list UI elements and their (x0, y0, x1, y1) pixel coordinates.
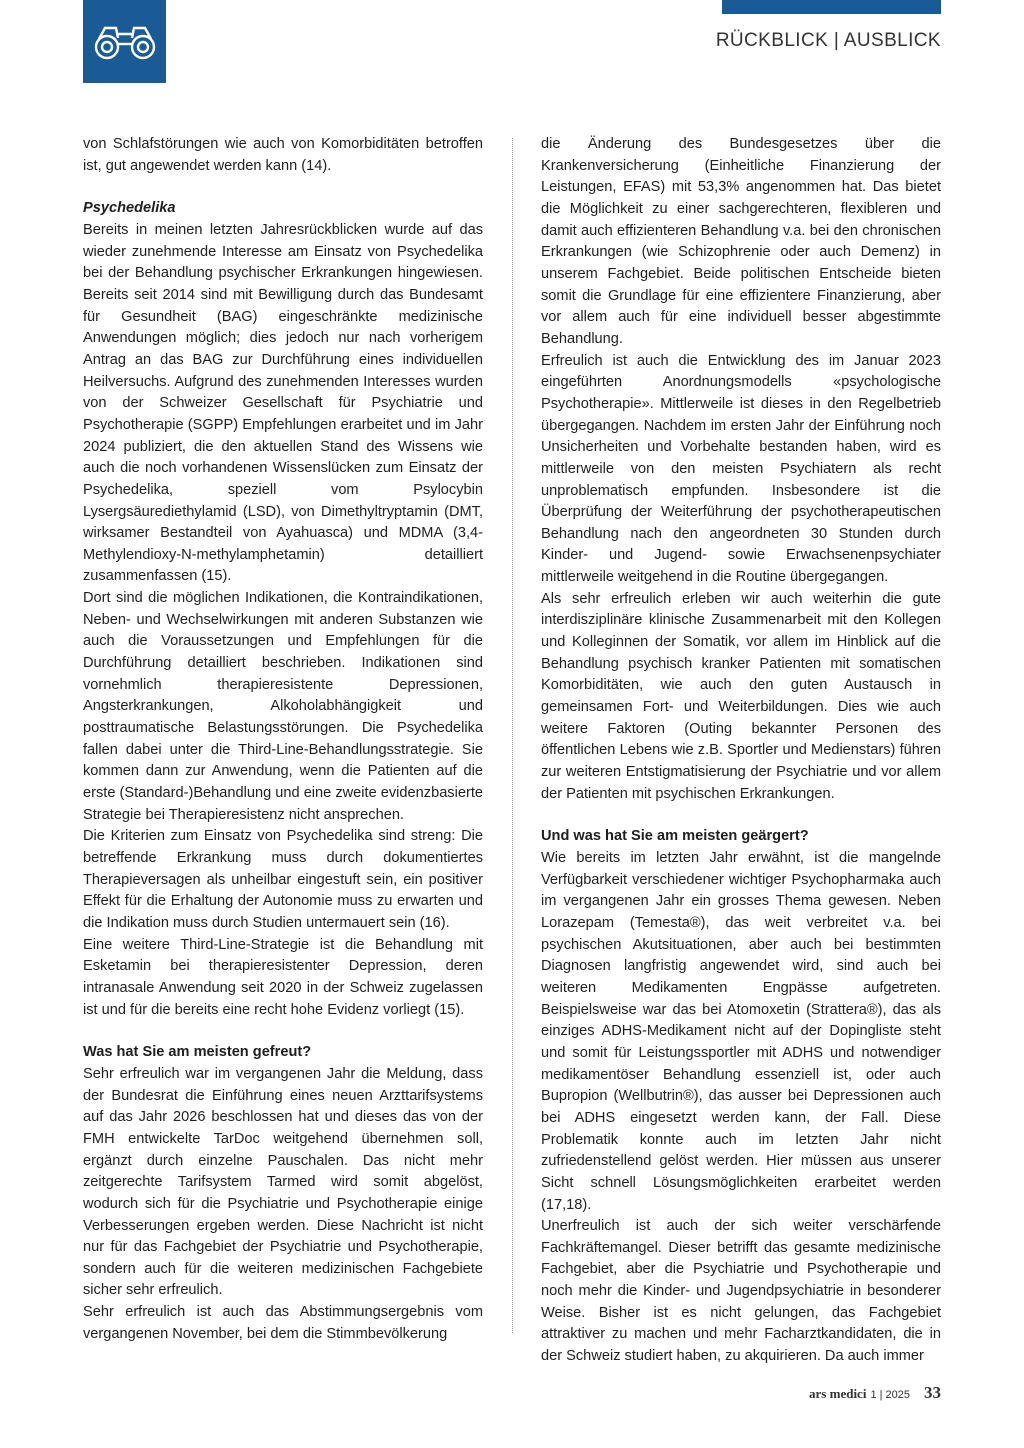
paragraph: Dort sind die möglichen Indikationen, die Kontraindikationen, Neben- und Wechselwirkungen mit anderen Substanzen wie auch die Voraussetzungen und Empfehlungen für die Durchführung detailliert beschrieben. Indikationen sind vornehmlich therapieresistente Depressionen, Angsterkrankungen, Alkoholabhängigkeit und posttraumatische Belastungsstörungen. Die Psychedelika fallen dabei unter die Third-Line-Behandlungsstrategie. Sie kommen dann zur Anwendung, wenn die Patienten auf die erste (Standard-)Behandlung und eine zweite evidenzbasierte Strategie bei Therapieresistenz nicht ansprechen. (83, 590, 483, 823)
issue-number: 1 | 2025 (870, 1389, 910, 1401)
paragraph: Sehr erfreulich ist auch das Abstimmungsergebnis vom vergangenen November, bei dem die Stimmbevölkerung (83, 1304, 483, 1342)
binoculars-icon (92, 22, 158, 62)
subheading-gefreut: Was hat Sie am meisten gefreut? (83, 1044, 312, 1061)
subheading-psychedelika: Psychedelika (83, 200, 176, 217)
right-column (541, 134, 941, 1368)
journal-name: ars medici (809, 1386, 867, 1401)
paragraph: Erfreulich ist auch die Entwicklung des im Januar 2023 eingeführten Anordnungsmodells «psychologische Psychotherapie». Mittlerweile ist dieses in den Regelbetrieb übergegangen. Nachdem im ersten Jahr der Einführung noch Unsicherheiten und Vorbehalte bestanden haben, wird es mittlerweile von den meisten Psychiatern als recht unproblematisch empfunden. Insbesondere ist die Überprüfung der Weiterführung der psychotherapeutischen Behandlung nach den angeordneten 30 Stunden durch Kinder- und Jugend- sowie Erwachsenenpsychiater mittlerweile weitgehend in die Routine übergegangen. (541, 352, 941, 586)
paragraph: Wie bereits im letzten Jahr erwähnt, ist die mangelnde Verfügbarkeit verschiedener wichtiger Psychopharmaka auch im vergangenen Jahr ein grosses Thema gewesen. Neben Lorazepam (Temesta®), das weit verbreitet v.a. bei psychischen Akutsituationen, aber auch bei bestimmten Diagnosen langfristig angewendet wird, sind auch bei weiteren Medikamenten Engpässe aufgetreten. Beispielsweise war das bei Atomoxetin (Strattera®), das als einziges ADHS-Medikament nicht auf der Dopingliste steht und somit für Leistungssportler mit ADHS und notwendiger medikamentöser Behandlung essenziell ist, oder auch Bupropion (Wellbutrin®), das ausser bei Depressionen auch bei ADHS eingesetzt werden kann, der Fall. Diese Problematik konnte auch im letzten Jahr nicht zufriedenstellend gelöst werden. Hier müssen aus unserer Sicht schnell Lösungsmöglichkeiten erarbeitet werden (17,18). (541, 850, 941, 1213)
section-header: RÜCKBLICK | AUSBLICK (715, 30, 941, 51)
paragraph: Unerfreulich ist auch der sich weiter verschärfende Fachkräftemangel. Dieser betrifft das gesamte medizinische Fachgebiet, aber die Psychiatrie und Psychotherapie und noch mehr die Kinder- und Jugendpsychiatrie in besonderer Weise. Bisher ist es nicht gelungen, das Fachgebiet attraktiver zu machen und mehr Facharztkandidaten, die in der Schweiz studiert haben, zu akquirieren. Da auch immer (541, 1218, 941, 1365)
header-accent-bar (722, 0, 941, 14)
paragraph: von Schlafstörungen wie auch von Komorbiditäten betroffen ist, gut angewendet werden kann (14). (83, 136, 483, 174)
section-logo (83, 0, 166, 83)
paragraph: Sehr erfreulich war im vergangenen Jahr die Meldung, dass der Bundesrat die Einführung eines neuen Arzttarifsystems auf das Jahr 2026 beschlossen hat und dieses das von der FMH entwickelte TarDoc weitgehend übernehmen soll, ergänzt durch einzelne Pauschalen. Das nicht mehr zeitgerechte Tarifsystem Tarmed wird somit abgelöst, wodurch sich für die Psychiatrie und Psychotherapie einige Verbesserungen ergeben werden. Diese Nachricht ist nicht nur für das Fachgebiet der Psychiatrie und Psychotherapie, sondern auch für die weiteren medizinischen Fachgebiete sicher sehr erfreulich. (83, 1065, 483, 1299)
column-divider (512, 138, 513, 1333)
paragraph: Bereits in meinen letzten Jahresrückblicken wurde auf das wieder zunehmende Interesse am Einsatz von Psychedelika bei der Behandlung psychischer Erkrankungen hingewiesen. Bereits seit 2014 sind mit Bewilligung durch das Bundesamt für Gesundheit (BAG) eingeschränkte medizinische Anwendungen möglich; dies jedoch nur nach vorherigem Antrag an das BAG zur Durchführung eines individuellen Heilversuchs. Aufgrund des zunehmenden Interesses wurden von der Schweizer Gesellschaft für Psychiatrie und Psychotherapie (SGPP) Empfehlungen erarbeitet und im Jahr 2024 publiziert, die den aktuellen Stand des Wissens wie auch die noch vorhandenen Wissenslücken zum Einsatz der Psychedelika, speziell vom Psylocybin Lysergsäurediethylamid (LSD), von Dimethyltryptamin (DMT, wirksamer Bestandteil von Ayahuasca) und MDMA (3,4-Methylendioxy-N-methylamphetamin) detailliert zusammenfassen (15). (83, 221, 483, 585)
subheading-geaergert: Und was hat Sie am meisten geärgert? (541, 828, 809, 845)
page-number: 33 (924, 1383, 941, 1402)
paragraph: Als sehr erfreulich erleben wir auch weiterhin die gute interdisziplinäre klinische Zusammenarbeit mit den Kollegen und Kolleginnen der Somatik, vor allem im Hinblick auf die Behandlung psychisch kranker Patienten mit somatischen Komorbiditäten, wie auch den guten Austausch in gemeinsamen Fort- und Weiterbildungen. Dies wie auch weitere Faktoren (Outing bekannter Personen des öffentlichen Lebens wie z.B. Sportler und Medienstars) führen zur weiteren Entstigmatisierung der Psychiatrie und vor allem der Patienten mit psychischen Erkrankungen. (541, 590, 941, 802)
paragraph: Die Kriterien zum Einsatz von Psychedelika sind streng: Die betreffende Erkrankung muss durch dokumentiertes Therapieversagen als unheilbar eingestuft sein, ein positiver Effekt für die Erhaltung der Autonomie muss zu erwarten und die Indikation muss durch Studien untermauert sein (16). (83, 828, 483, 931)
paragraph: Eine weitere Third-Line-Strategie ist die Behandlung mit Esketamin bei therapieresistenter Depression, deren intranasale Anwendung seit 2020 in der Schweiz zugelassen ist und für die bereits eine recht hohe Evidenz vorliegt (15). (83, 936, 483, 1018)
page-footer (809, 1383, 941, 1403)
paragraph: die Änderung des Bundesgesetzes über die Krankenversicherung (Einheitliche Finanzierung der Leistungen, EFAS) mit 53,3% angenommen hat. Das bietet die Möglichkeit zu einer sachgerechteren, flexibleren und damit auch effizienteren Behandlung v.a. bei den chronischen Erkrankungen (wie Schizophrenie oder auch Demenz) in unserem Fachgebiet. Beide politischen Entscheide bieten somit die Grundlage für eine effizientere Finanzierung, aber vor allem auch für eine individuell besser abgestimmte Behandlung. (541, 136, 941, 347)
left-column (83, 134, 483, 1345)
